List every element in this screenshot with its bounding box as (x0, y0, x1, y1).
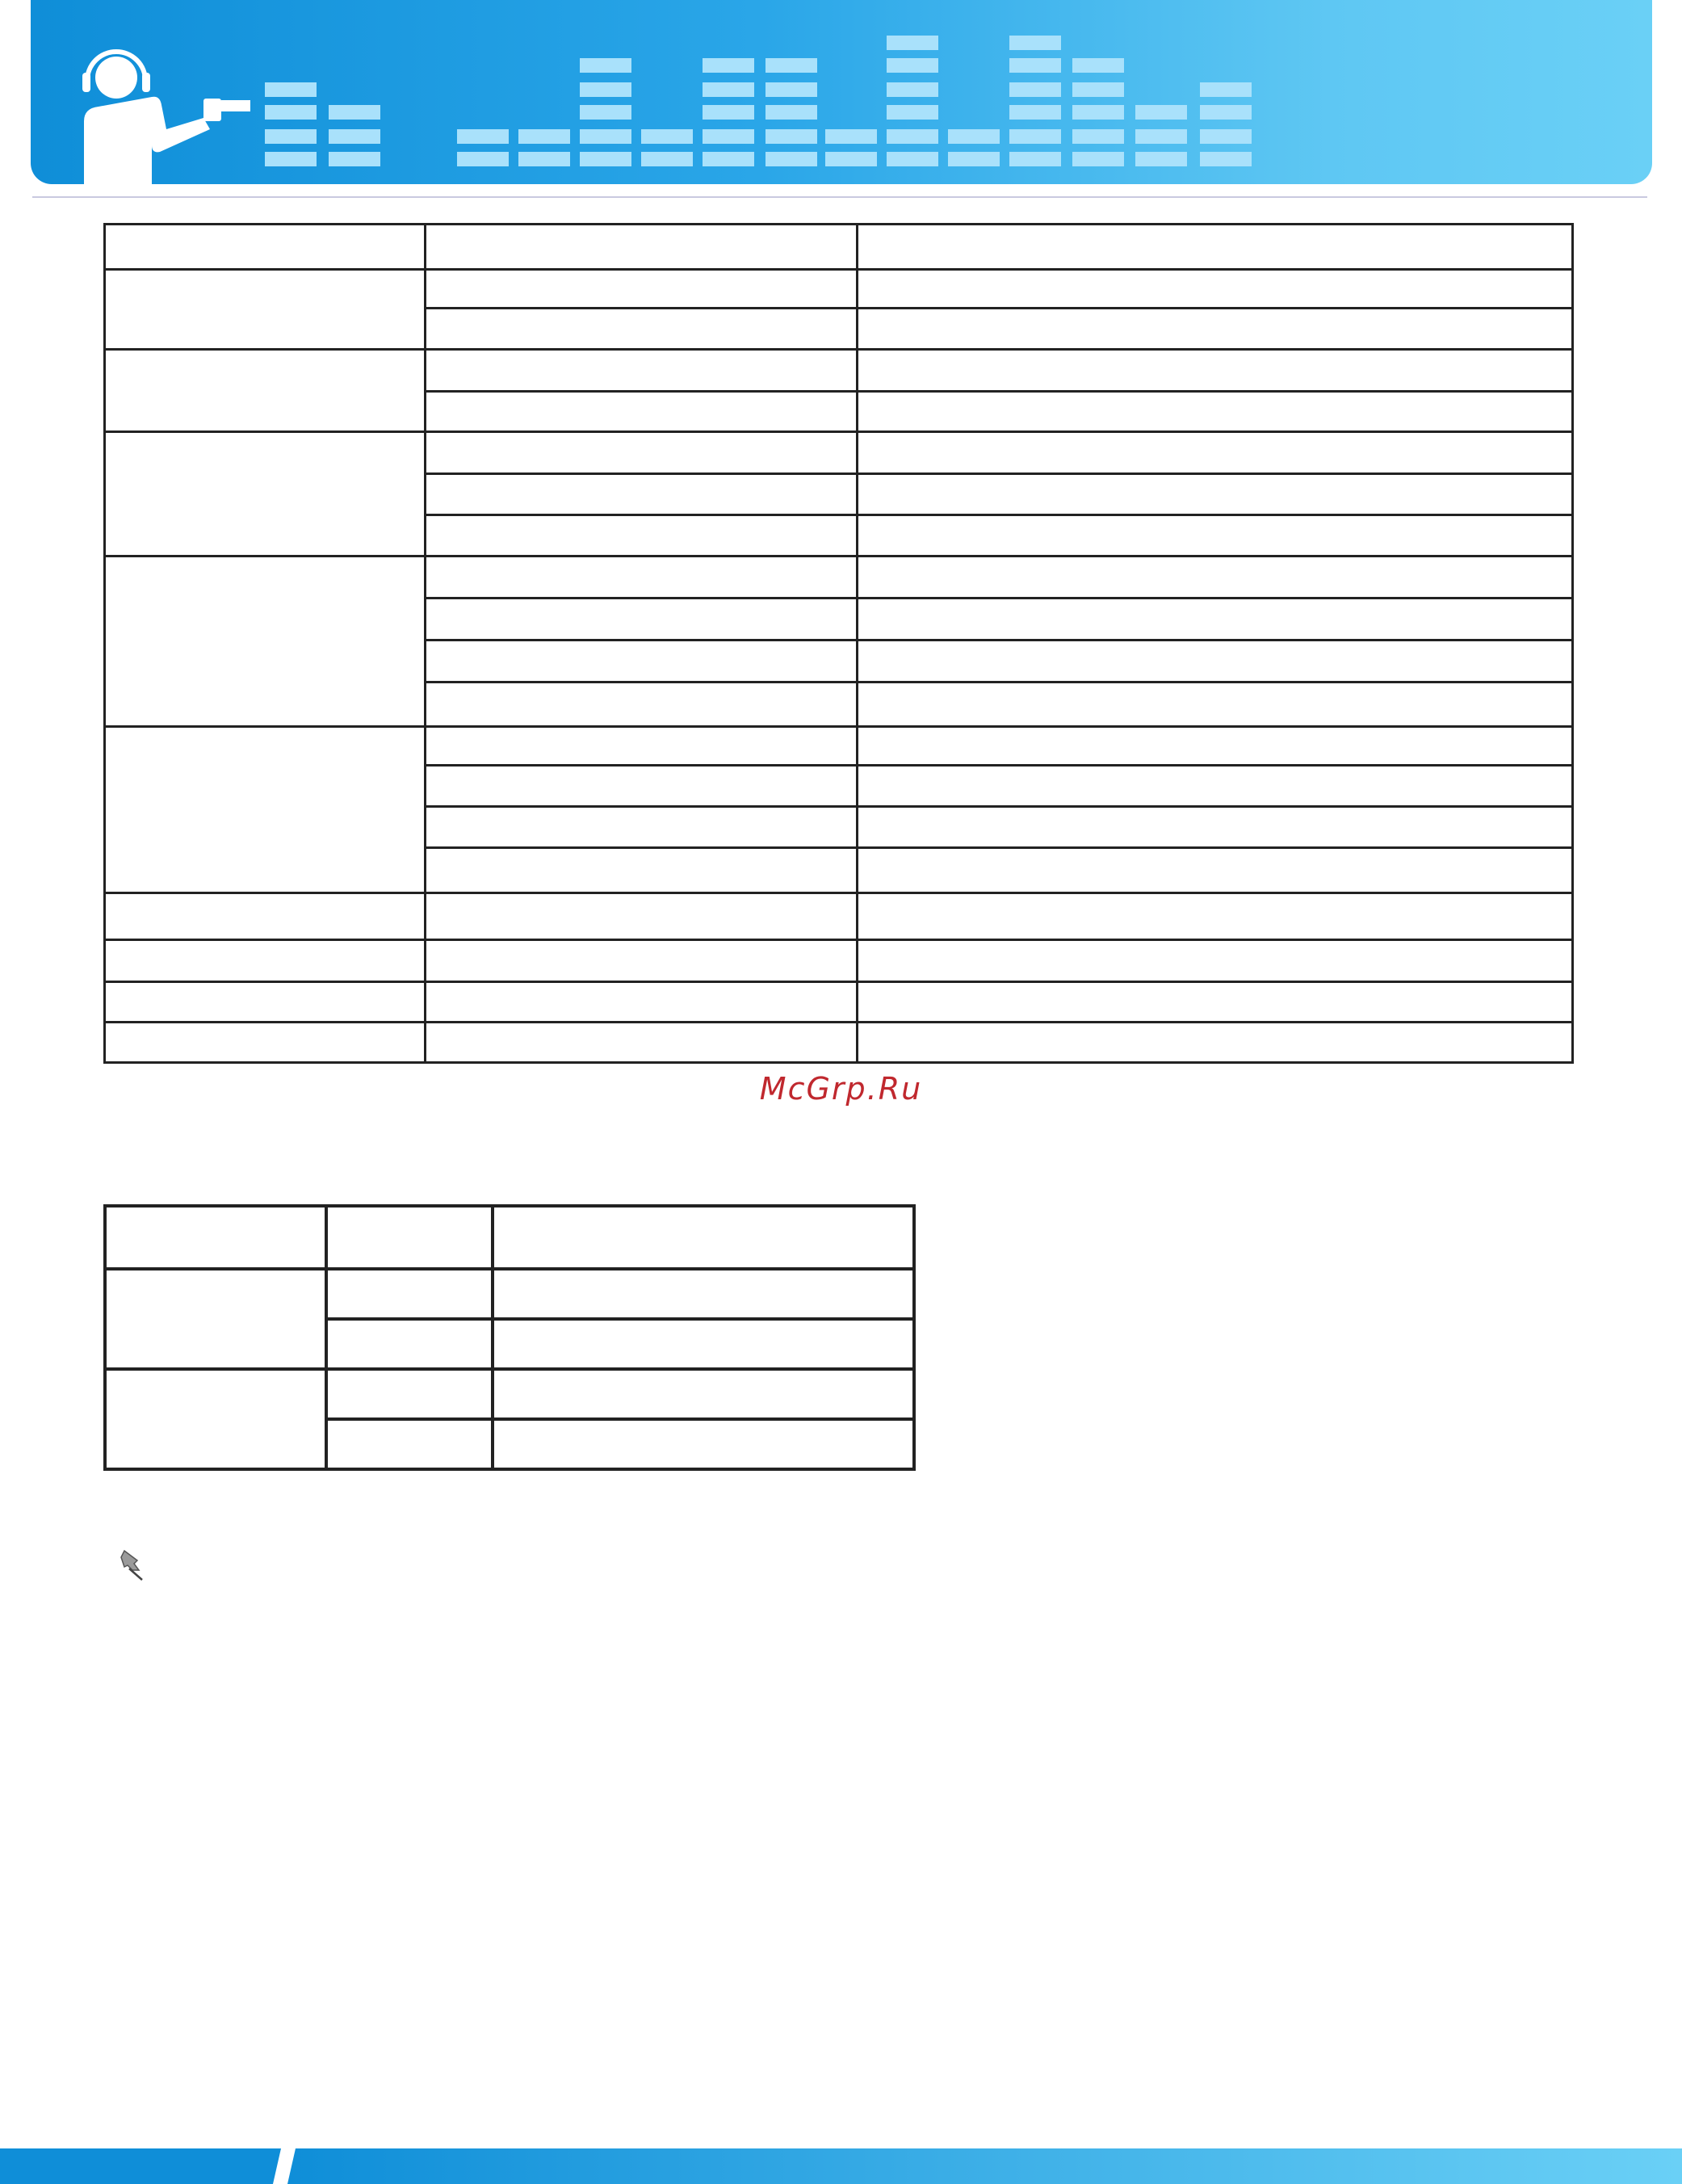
table-cell (326, 1419, 493, 1469)
table-row (105, 432, 1573, 474)
table-cell (493, 1206, 914, 1269)
table-cell (858, 807, 1573, 848)
equalizer-bar (265, 105, 317, 120)
table-cell (426, 1023, 858, 1063)
table-cell (426, 766, 858, 807)
table-cell (493, 1369, 914, 1419)
table-row (105, 1023, 1573, 1063)
header-banner (31, 0, 1652, 184)
equalizer-bar (887, 105, 938, 120)
table-row (105, 1369, 914, 1419)
equalizer-bar (765, 129, 817, 144)
equalizer-bar (1200, 152, 1252, 166)
table-cell (105, 432, 426, 556)
table-cell (426, 682, 858, 727)
table-cell (426, 432, 858, 474)
table-row (105, 1206, 914, 1269)
table-cell (858, 848, 1573, 893)
table-cell (493, 1269, 914, 1319)
equalizer-bar (1009, 58, 1061, 73)
equalizer-bar (1009, 105, 1061, 120)
equalizer-bar (518, 152, 570, 166)
table-cell (858, 598, 1573, 640)
equalizer-bar (765, 105, 817, 120)
equalizer-bar (887, 129, 938, 144)
equalizer-bar (265, 152, 317, 166)
table-cell (426, 940, 858, 982)
equalizer-bar (580, 82, 631, 97)
equalizer-bar (887, 58, 938, 73)
table-row (105, 727, 1573, 766)
equalizer-bar (765, 82, 817, 97)
equalizer-bar (457, 129, 509, 144)
table-row (105, 1269, 914, 1319)
equalizer-bar (887, 36, 938, 50)
equalizer-bar (1200, 129, 1252, 144)
equalizer-bar (948, 152, 1000, 166)
equalizer-bar (1072, 152, 1124, 166)
table-cell (426, 309, 858, 350)
table-cell (493, 1319, 914, 1369)
table-cell (858, 940, 1573, 982)
table-cell (105, 350, 426, 432)
table-cell (426, 807, 858, 848)
headphone-person-icon (82, 52, 250, 184)
table-cell (426, 474, 858, 515)
table-cell (858, 893, 1573, 940)
table-row (105, 350, 1573, 392)
equalizer-bar (457, 152, 509, 166)
equalizer-bar (1072, 129, 1124, 144)
table-cell (426, 727, 858, 766)
table-row (105, 270, 1573, 309)
equalizer-bar (580, 105, 631, 120)
table-cell (493, 1419, 914, 1469)
equalizer-bar (887, 152, 938, 166)
equalizer-bar (765, 58, 817, 73)
equalizer-bar (1009, 152, 1061, 166)
equalizer-bars-icon (265, 36, 1252, 166)
equalizer-bar (703, 105, 754, 120)
table-cell (426, 270, 858, 309)
header-divider (32, 196, 1647, 198)
table-cell (426, 350, 858, 392)
table-cell (858, 982, 1573, 1023)
equalizer-bar (703, 58, 754, 73)
table-cell (105, 940, 426, 982)
table-cell (105, 1206, 326, 1269)
table-row (105, 940, 1573, 982)
table-cell (105, 1269, 326, 1369)
equalizer-bar (329, 129, 380, 144)
table-cell (105, 1369, 326, 1469)
equalizer-bar (580, 129, 631, 144)
equalizer-bar (948, 129, 1000, 144)
table-cell (426, 225, 858, 270)
equalizer-bar (1072, 82, 1124, 97)
table-cell (326, 1206, 493, 1269)
secondary-table (103, 1204, 916, 1471)
table-row (105, 556, 1573, 598)
table-cell (105, 893, 426, 940)
equalizer-bar (703, 152, 754, 166)
table-cell (858, 556, 1573, 598)
equalizer-bar (1200, 105, 1252, 120)
equalizer-bar (887, 82, 938, 97)
table-cell (858, 309, 1573, 350)
table-cell (326, 1269, 493, 1319)
table-cell (426, 982, 858, 1023)
table-cell (426, 848, 858, 893)
equalizer-bar (825, 152, 877, 166)
equalizer-bar (703, 129, 754, 144)
equalizer-bar (641, 152, 693, 166)
equalizer-bar (518, 129, 570, 144)
table-cell (858, 682, 1573, 727)
table-cell (858, 225, 1573, 270)
table-cell (105, 727, 426, 893)
equalizer-bar (1009, 82, 1061, 97)
table-cell (426, 598, 858, 640)
pushpin-icon (118, 1549, 145, 1581)
table-cell (105, 270, 426, 350)
equalizer-bar (580, 58, 631, 73)
equalizer-bar (265, 129, 317, 144)
table-cell (105, 1023, 426, 1063)
table-cell (858, 474, 1573, 515)
footer-bar (0, 2148, 1682, 2184)
equalizer-bar (1072, 58, 1124, 73)
table-row (105, 893, 1573, 940)
equalizer-bar (825, 129, 877, 144)
equalizer-bar (1072, 105, 1124, 120)
spec-table (103, 223, 1574, 1064)
table-cell (326, 1369, 493, 1419)
table-cell (858, 727, 1573, 766)
equalizer-bar (580, 152, 631, 166)
table-cell (858, 640, 1573, 682)
table-cell (426, 392, 858, 432)
table-cell (858, 766, 1573, 807)
table-cell (426, 556, 858, 598)
equalizer-bar (329, 105, 380, 120)
equalizer-bar (703, 82, 754, 97)
table-cell (105, 556, 426, 727)
table-cell (858, 1023, 1573, 1063)
table-cell (858, 270, 1573, 309)
equalizer-bar (1009, 36, 1061, 50)
table-cell (105, 982, 426, 1023)
equalizer-bar (1009, 129, 1061, 144)
equalizer-bar (329, 152, 380, 166)
equalizer-bar (1135, 152, 1187, 166)
watermark-text: McGrp.Ru (759, 1071, 923, 1107)
equalizer-bar (1135, 105, 1187, 120)
table-cell (858, 515, 1573, 556)
equalizer-bar (1200, 82, 1252, 97)
table-row (105, 982, 1573, 1023)
equalizer-bar (641, 129, 693, 144)
table-cell (858, 432, 1573, 474)
table-cell (426, 893, 858, 940)
table-cell (858, 350, 1573, 392)
table-cell (326, 1319, 493, 1369)
table-cell (105, 225, 426, 270)
equalizer-bar (1135, 129, 1187, 144)
table-row (105, 225, 1573, 270)
equalizer-bar (765, 152, 817, 166)
table-cell (426, 640, 858, 682)
table-cell (426, 515, 858, 556)
table-cell (858, 392, 1573, 432)
equalizer-bar (265, 82, 317, 97)
